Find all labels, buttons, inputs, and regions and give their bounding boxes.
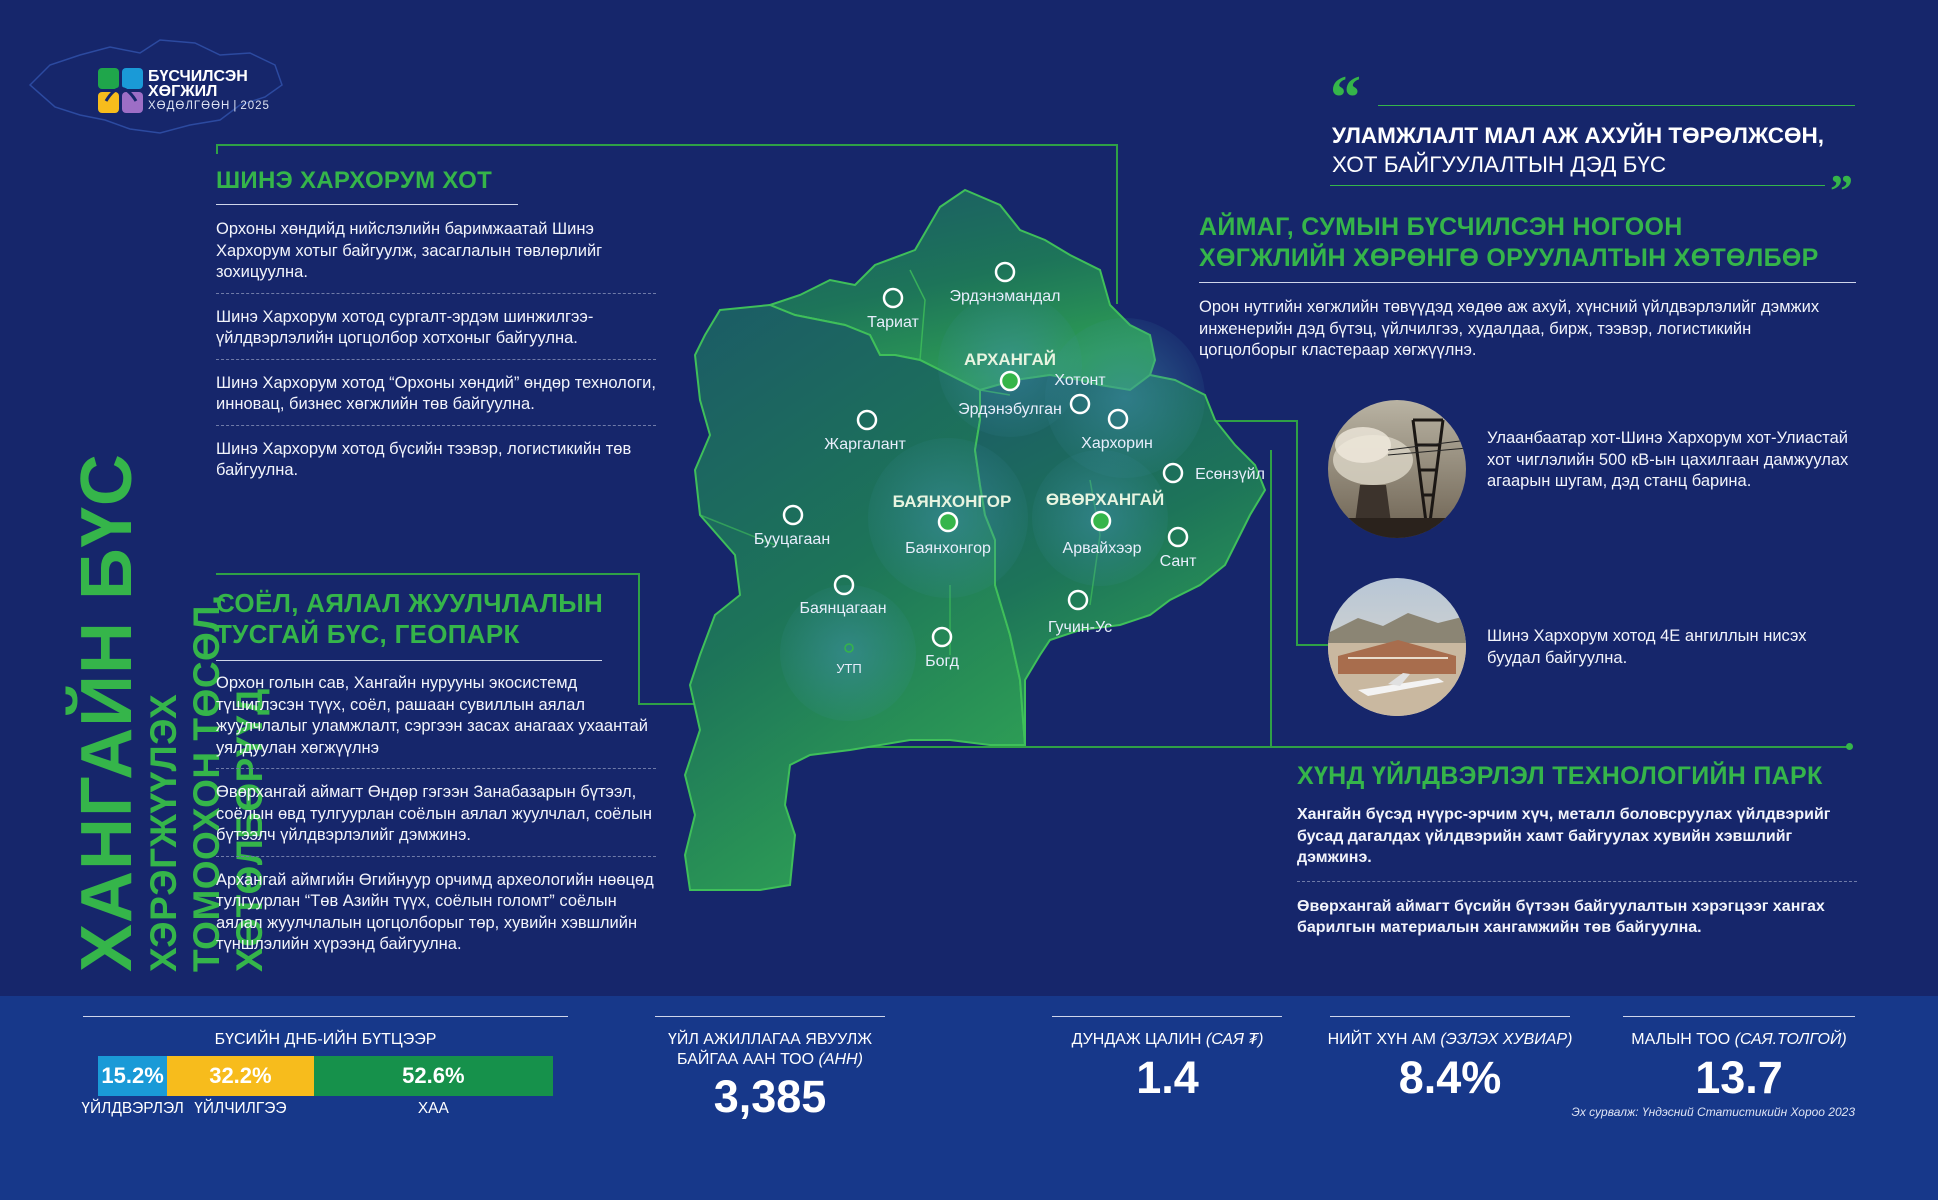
list-item: Шинэ Хархорум хотод бүсийн тээвэр, логистикийн төв байгуулна. (216, 439, 632, 479)
section-title-line2: ТУСГАЙ БҮС, ГЕОПАРК (216, 619, 520, 649)
gdp-segment: 52.6% (314, 1056, 553, 1096)
city-label: Баянхонгор (905, 540, 991, 557)
province-label: АРХАНГАЙ (964, 350, 1056, 369)
livestock-label: МАЛЫН ТОО (1631, 1031, 1731, 1048)
vertical-title-line1: ХЭРЭГЖҮҮЛЭХ (143, 693, 184, 972)
city-label: Эрдэнэбулган (958, 401, 1062, 418)
population-unit: (ЭЗЛЭХ ХУВИАР) (1440, 1031, 1573, 1048)
salary-unit: (САЯ ₮) (1205, 1031, 1264, 1048)
vertical-title-main: ХАНГАЙН БҮС (67, 453, 147, 972)
enterprises-label-line2: БАЙГАА ААН ТОО (677, 1051, 815, 1068)
list-item: Өвөрхангай аймагт бүсийн бүтээн байгуулалтын хэрэгцээг хангах барилгын материалын хангамжийн төв байгуулна. (1297, 897, 1825, 936)
section-title: ШИНЭ ХАРХОРУМ ХОТ (216, 167, 493, 194)
gdp-segment: 15.2% (98, 1056, 167, 1096)
section-title-line2: ХӨГЖЛИЙН ХӨРӨНГӨ ОРУУЛАЛТЫН ХӨТӨЛБӨР (1199, 244, 1819, 272)
svg-text:Эрдэнэмандал: Эрдэнэмандал (949, 288, 1061, 305)
project-text-2: Шинэ Хархорум хотод 4Е ангиллын нисэх буудал байгуулна. (1487, 627, 1807, 667)
svg-text:УТП: УТП (836, 661, 862, 676)
list-item: Шинэ Хархорум хотод сургалт-эрдэм шинжилгээ-үйлдвэрлэлийн цогцолбор хотхоныг байгуулна. (216, 307, 594, 347)
project-text-1: Улаанбаатар хот-Шинэ Хархорум хот-Улиастай хот чиглэлийн 500 кВ-ын цахилгаан дамжуулах агаарын шугам, дэд станц барина. (1487, 429, 1849, 490)
list-item: Шинэ Хархорум хотод “Орхоны хөндий” өндөр технологи, инновац, бизнес хөгжлийн төв байгуулна. (216, 373, 656, 413)
brand-line2: ХӨГЖИЛ (148, 83, 218, 100)
section-heavy-industry (1297, 761, 1857, 939)
svg-text:Сант: Сант (1159, 553, 1197, 570)
population-label: НИЙТ ХҮН АМ (1327, 1031, 1436, 1048)
logo-mark-icon (98, 68, 144, 114)
enterprises-value: 3,385 (713, 1071, 827, 1122)
section-title: ХҮНД ҮЙЛДВЭРЛЭЛ ТЕХНОЛОГИЙН ПАРК (1297, 762, 1823, 790)
gdp-segment: 32.2% (167, 1056, 314, 1096)
enterprises-unit: (АНН) (818, 1051, 863, 1068)
section-green-program (1199, 212, 1859, 362)
power-plant-photo (1328, 400, 1466, 538)
quote-close-icon: ” (1830, 165, 1853, 216)
list-item: Архангай аймгийн Өгийнуур орчимд археологийн нөөцөд тулгуурлан “Төв Азийн түүх, соёлын голомт” соёлын аялал жуулчлалын цогцолборыг төр, хувийн хэвшлийн түншлэлийн хүрээнд байгуулна. (216, 870, 654, 953)
khangai-region-map (680, 185, 1280, 915)
salary-value: 1.4 (1136, 1052, 1199, 1103)
section-culture-tourism (216, 588, 656, 956)
svg-text:Богд: Богд (925, 653, 959, 670)
svg-text:Бууцагаан: Бууцагаан (753, 531, 831, 548)
brand-line1: БҮСЧИЛСЭН (148, 68, 248, 85)
salary-label: ДУНДАЖ ЦАЛИН (1071, 1031, 1202, 1048)
list-item: Өвөрхангай аймагт Өндөр гэгээн Занабазарын бүтээл, соёлын өвд тулгуурлан соёлын аялал жуулчлал, соёлын бүтээлч үйлдвэрлэлийг дэмжинэ. (216, 783, 652, 844)
population-value: 8.4% (1398, 1052, 1502, 1103)
gdp-structure-bar (98, 1056, 553, 1096)
svg-text:Есөнзүйл: Есөнзүйл (1195, 466, 1265, 483)
svg-text:Тариат: Тариат (867, 314, 919, 331)
list-item: Орхоны хөндийд нийслэлийн баримжаатай Шинэ Хархорум хотыг байгуулж, засаглалын төвлөрлийг зохицуулна. (216, 220, 603, 281)
airport-photo (1328, 578, 1466, 716)
svg-text:Жаргалант: Жаргалант (824, 436, 906, 453)
svg-text:Гучин-Ус: Гучин-Ус (1047, 619, 1113, 636)
city-label: Арвайхээр (1062, 540, 1142, 557)
enterprises-label-line1: ҮЙЛ АЖИЛЛАГАА ЯВУУЛЖ (667, 1031, 873, 1048)
brand-year: 2025 (240, 100, 270, 112)
gdp-segment-label: ҮЙЛДВЭРЛЭЛ (81, 1100, 184, 1117)
section-title-line1: СОЁЛ, АЯЛАЛ ЖУУЛЧЛАЛЫН (216, 588, 604, 618)
livestock-value: 13.7 (1695, 1052, 1783, 1103)
vertical-title-line3: ХӨТӨЛБӨРҮҮД (229, 688, 270, 972)
gdp-segment-label: ХАА (417, 1100, 449, 1117)
gdp-structure-labels (81, 1100, 553, 1124)
province-label: ӨВӨРХАНГАЙ (1045, 490, 1165, 509)
svg-text:Хотонт: Хотонт (1054, 372, 1106, 389)
vertical-title-line2: ТОМООХОН ТӨСӨЛ, (186, 594, 227, 972)
province-label: БАЯНХОНГОР (892, 492, 1012, 511)
brand-line3: ХӨДӨЛГӨӨН (148, 100, 231, 112)
gdp-segment-label: ҮЙЛЧИЛГЭЭ (194, 1100, 287, 1117)
quote-line1: УЛАМЖЛАЛТ МАЛ АЖ АХУЙН ТӨРӨЛЖСӨН, (1332, 123, 1824, 148)
section-title-line1: АЙМАГ, СУМЫН БҮСЧИЛСЭН НОГООН (1199, 213, 1683, 241)
section-new-kharkhorum (216, 165, 656, 482)
section-text: Орон нутгийн хөгжлийн төвүүдэд хөдөө аж ахуй, хүнсний үйлдвэрлэлийг дэмжих инженерийн дэд бүтэц, үйлчилгээ, худалдаа, бирж, тээвэр, логистикийн цогцолборыг кластераар хөгжүүлнэ. (1199, 298, 1820, 359)
list-item: Хангайн бүсэд нүүрс-эрчим хүч, металл боловсруулах үйлдвэрийг бусад дагалдах үйлдвэрийн хамт байгуулах хувийн хэвшлийг дэмжинэ. (1297, 806, 1831, 866)
gdp-structure-label: БҮСИЙН ДНБ-ИЙН БҮТЦЭЭР (214, 1031, 437, 1048)
livestock-unit: (САЯ.ТОЛГОЙ) (1734, 1031, 1847, 1048)
svg-text:Хархорин: Хархорин (1081, 435, 1153, 452)
svg-text:Баянцагаан: Баянцагаан (799, 600, 887, 617)
quote-line2: ХОТ БАЙГУУЛАЛТЫН ДЭД БҮС (1332, 152, 1667, 177)
data-source: Эх сурвалж: Үндэсний Статистикийн Хороо 2023 (1571, 1105, 1855, 1119)
list-item: Орхон голын сав, Хангайн нурууны экосистемд түшиглэсэн түүх, соёл, рашаан сувиллын аялал жуулчлалыг уламжлалт, сэргээн засах анагаах ухаантай уялдуулан хөгжүүлнэ (216, 674, 648, 757)
quote-open-icon: “ (1330, 64, 1361, 132)
